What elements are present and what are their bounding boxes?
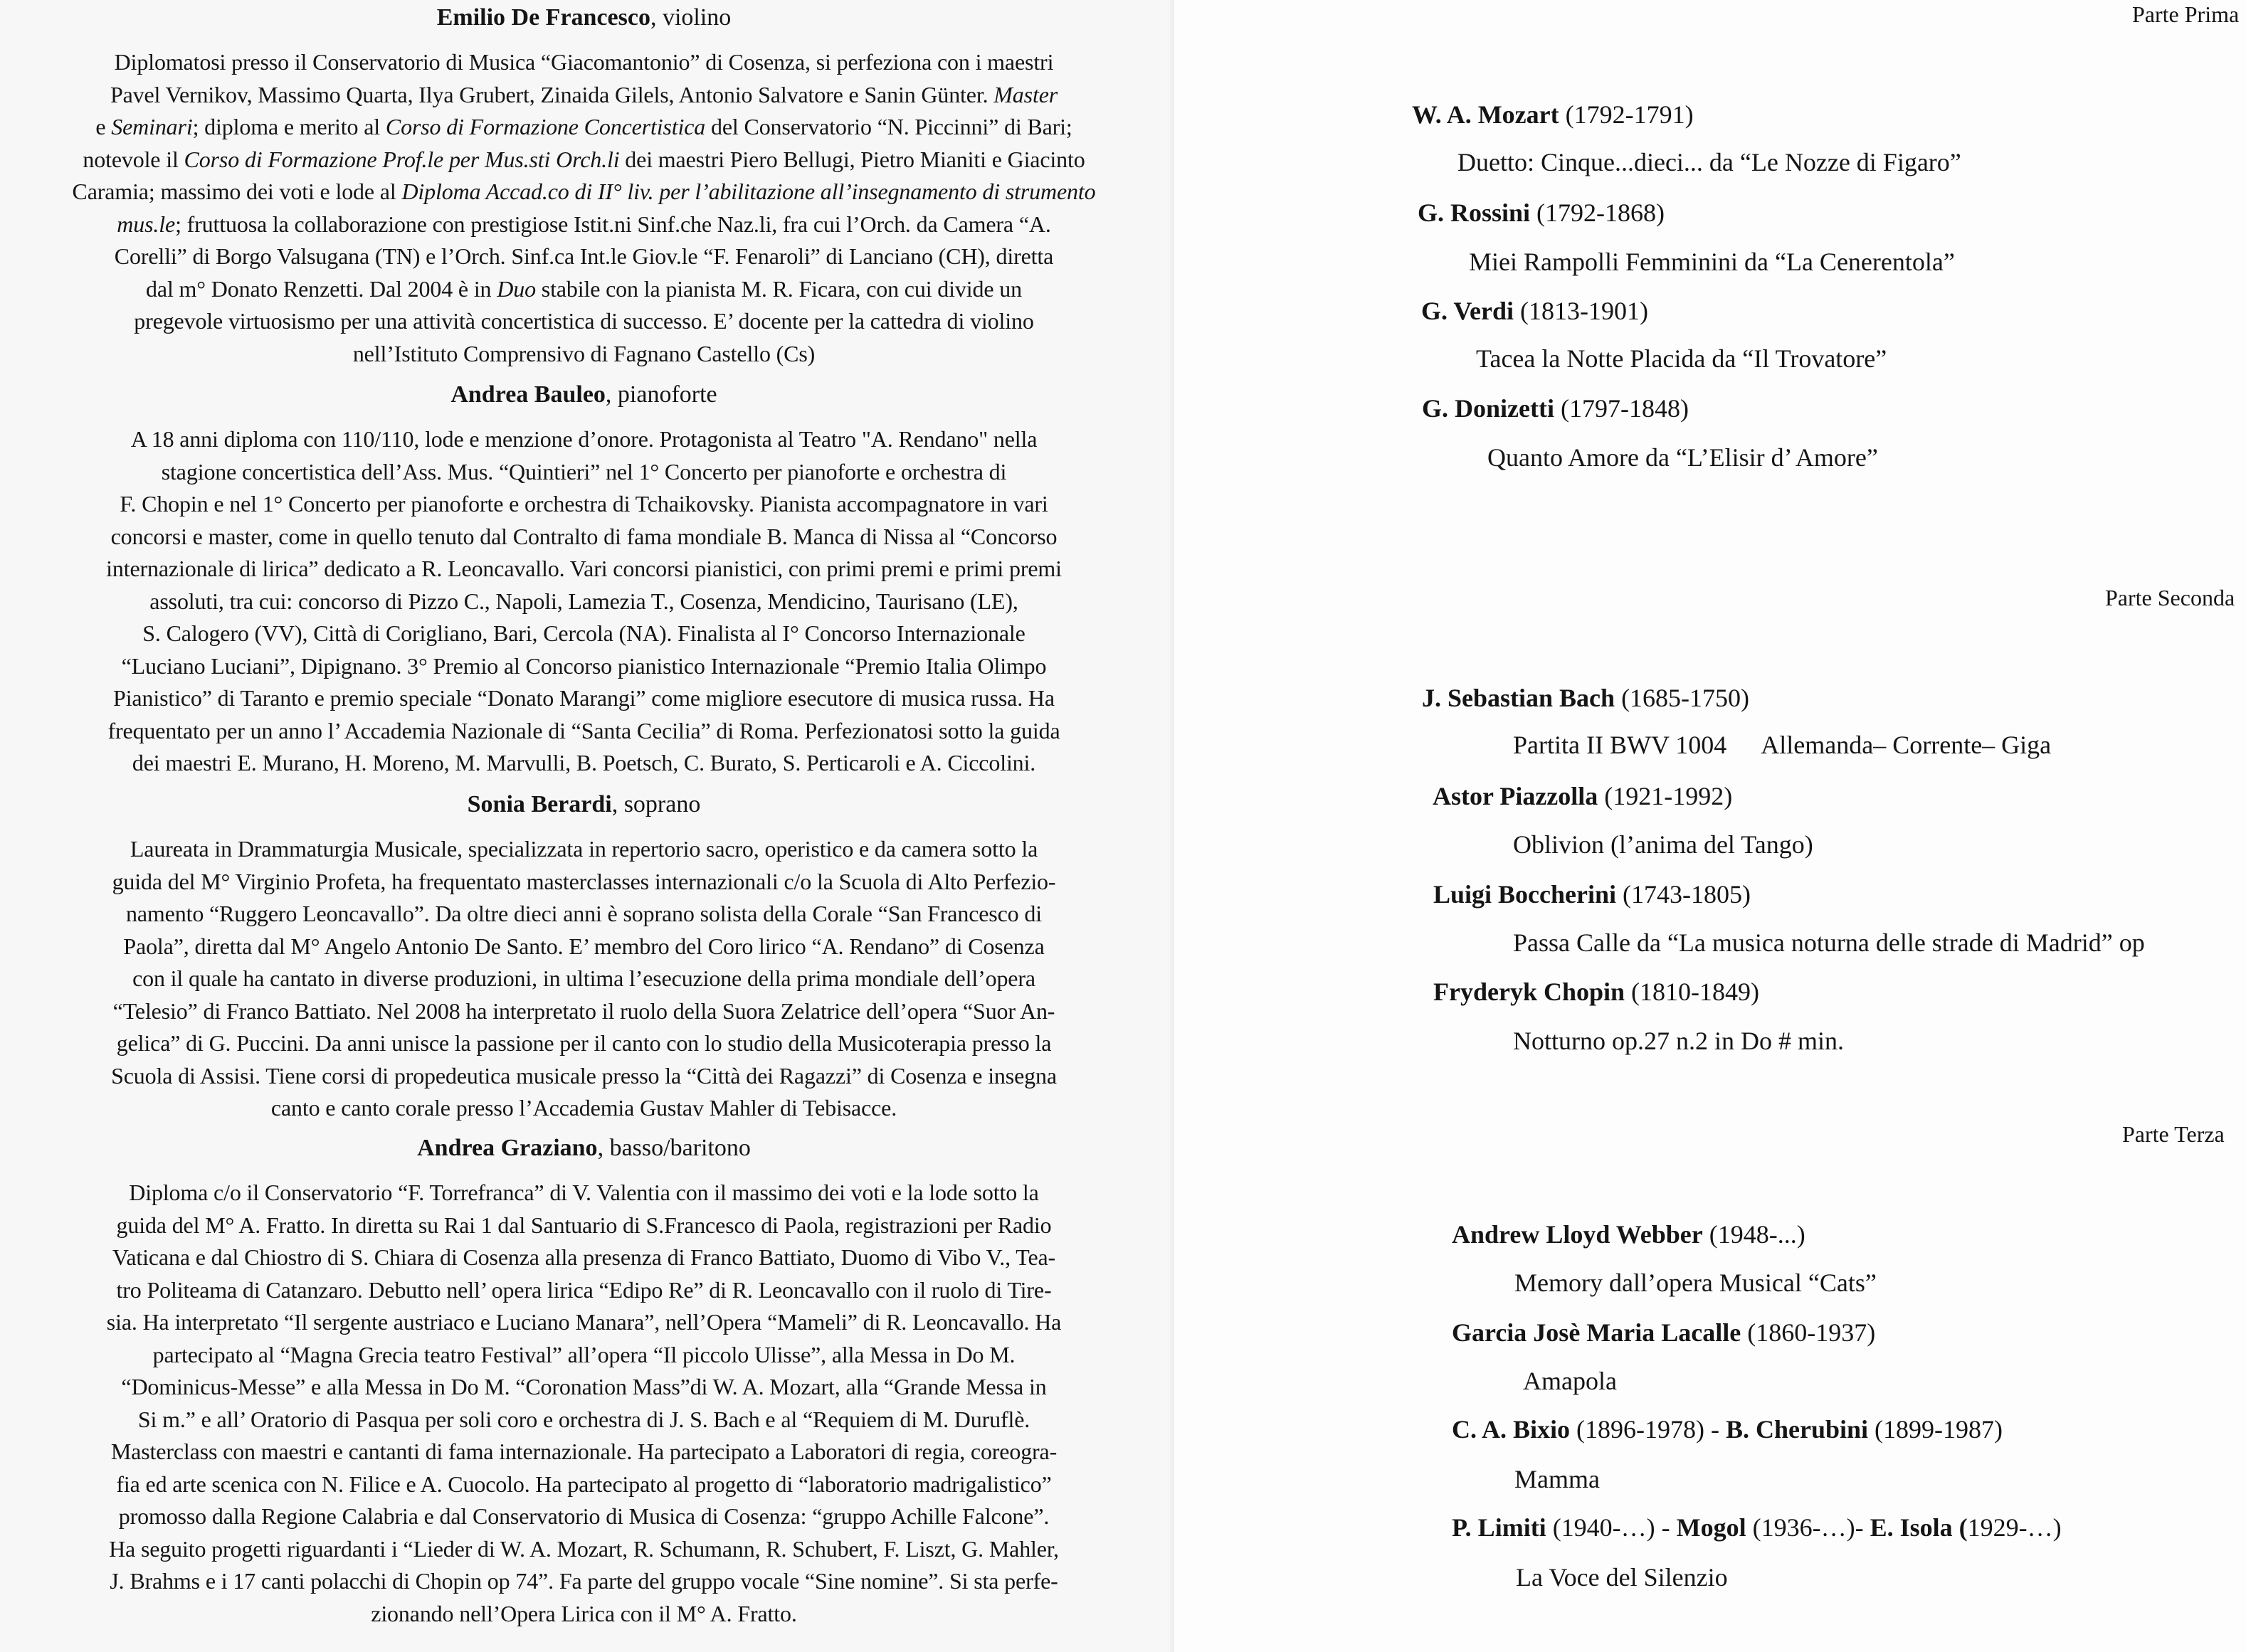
composer-name: W. A. Mozart — [1412, 100, 1559, 129]
bio-text-segment: Diplomatosi presso il Conservatorio di Musica “Giacomantonio” di Cosenza, si perfeziona con i maestri — [114, 49, 1054, 75]
piece-line: Mamma — [1514, 1465, 1600, 1493]
bio-italic-segment: Seminari — [111, 114, 193, 139]
piece-line: Tacea la Notte Placida da “Il Trovatore” — [1476, 344, 1887, 373]
bio-andrea-bauleo — [6, 379, 1162, 780]
composer-line — [1452, 1413, 2003, 1446]
piece-line: Passa Calle da “La musica noturna delle strade di Madrid” op — [1513, 928, 2145, 957]
composer-name: Luigi Boccherini — [1433, 880, 1617, 909]
bio-text-segment: Scuola di Assisi. Tiene corsi di propedeutica musicale presso la “Città dei Ragazzi” di Cosenza e insegna — [111, 1062, 1057, 1089]
bio-text-segment: A 18 anni diploma con 110/110, lode e menzione d’onore. Protagonista al Teatro "A. Rendano" nella — [130, 426, 1038, 452]
composer-dates: 1929-…) — [1967, 1513, 2062, 1542]
bio-text-segment: tro Politeama di Catanzaro. Debutto nell’ opera lirica “Edipo Re” di R. Leoncavallo con il ruolo di Tire- — [116, 1276, 1052, 1303]
composer-line — [1412, 98, 1694, 131]
bio-italic-segment: Duo — [497, 275, 536, 302]
piece-line: Notturno op.27 n.2 in Do # min. — [1513, 1027, 1844, 1055]
composer-dates: (1792-1791) — [1559, 100, 1694, 129]
piece-line: Duetto: Cinque...dieci... da “Le Nozze di Figaro” — [1457, 148, 1961, 176]
piece-movements: Allemanda– Corrente– Giga — [1761, 731, 2052, 759]
composer-dates: (1921-1992) — [1598, 782, 1733, 810]
bio-text-segment: gelica” di G. Puccini. Da anni unisce la passione per il canto con lo studio della Musicoterapia presso la — [116, 1030, 1052, 1056]
part-label-prima: Parte Prima — [2132, 1, 2240, 27]
bio-text-segment: dei maestri Piero Bellugi, Pietro Mianiti e Giacinto — [619, 146, 1085, 172]
bio-text-segment: Pianistico” di Taranto e premio speciale “Donato Marangi” come migliore esecutore di musica russa. Ha — [113, 685, 1055, 711]
composer-line — [1452, 1511, 2062, 1544]
bio-italic-segment: mus.le — [117, 211, 176, 237]
piece-line: La Voce del Silenzio — [1516, 1563, 1728, 1592]
bio-andrea-graziano — [6, 1133, 1162, 1630]
bio-sonia-berardi — [6, 789, 1162, 1125]
bio-text-segment: internazionale di lirica” dedicato a R. Leoncavallo. Vari concorsi pianistici, con primi premi e primi premi — [106, 556, 1062, 581]
bio-text-segment: Diploma c/o il Conservatorio “F. Torrefranca” di V. Valentia con il massimo dei voti e la lode sotto la — [129, 1180, 1039, 1205]
bio-text-segment: namento “Ruggero Leoncavallo”. Da oltre dieci anni è soprano solista della Corale “San Francesco di — [126, 901, 1042, 926]
bio-heading — [6, 2, 1162, 33]
piece-line: Amapola — [1523, 1367, 1617, 1395]
bio-text-segment: con il quale ha cantato in diverse produzioni, in ultima l’esecuzione della prima mondiale dell’opera — [132, 965, 1035, 991]
bio-role: , pianoforte — [605, 381, 717, 408]
piece-line: Miei Rampolli Femminini da “La Cenerentola” — [1469, 248, 1955, 276]
bio-text-segment: Paola”, diretta dal M° Angelo Antonio De Santo. E’ membro del Coro lirico “A. Rendano” di Cosenza — [123, 933, 1045, 959]
bio-text-segment: sia. Ha interpretato “Il sergente austriaco e Luciano Manara”, nell’Opera “Mameli” di R. Leoncavallo. Ha — [106, 1309, 1062, 1335]
bio-text-segment: ; diploma e merito al — [192, 114, 386, 139]
composer-dates: (1896-1978) - — [1570, 1415, 1726, 1444]
bio-text-segment: assoluti, tra cui: concorso di Pizzo C., Napoli, Lamezia T., Cosenza, Mendicino, Taurisano (LE), — [149, 588, 1018, 614]
composer-name: Mogol — [1676, 1513, 1746, 1542]
bio-text-segment: Laureata in Drammaturgia Musicale, specializzata in repertorio sacro, operistico e da camera sotto la — [130, 836, 1038, 862]
composer-name: E. Isola ( — [1870, 1513, 1968, 1542]
bio-text-segment: stabile con la pianista M. R. Ficara, con cui divide un — [535, 275, 1022, 302]
composer-line — [1422, 682, 1749, 714]
bio-heading — [6, 1133, 1162, 1164]
piece-line: Memory dall’opera Musical “Cats” — [1514, 1269, 1877, 1297]
composer-name: Andrew Lloyd Webber — [1452, 1220, 1703, 1249]
composer-line — [1421, 295, 1648, 327]
bio-text-segment: concorsi e master, come in quello tenuto dal Contralto di fama mondiale B. Manca di Nissa al “Concorso — [110, 523, 1058, 549]
composer-dates: (1948-...) — [1702, 1220, 1805, 1249]
bio-text-segment: J. Brahms e i 17 canti polacchi di Chopin op 74”. Fa parte del gruppo vocale “Sine nomine”. Si sta perfe- — [110, 1568, 1058, 1594]
composer-dates: (1899-1987) — [1868, 1415, 2003, 1444]
bio-text-segment: e — [95, 114, 112, 139]
part-label-seconda: Parte Seconda — [2105, 585, 2235, 610]
bio-text-segment: Masterclass con maestri e cantanti di fama internazionale. Ha partecipato a Laboratori di regia, coreogra- — [110, 1439, 1058, 1464]
bio-text-segment: guida del M° Virginio Profeta, ha frequentato masterclasses internazionali c/o la Scuola di Alto Perfezio- — [112, 868, 1056, 894]
composer-name: G. Rossini — [1418, 198, 1531, 227]
bio-text-segment: nell’Istituto Comprensivo di Fagnano Castello (Cs) — [352, 340, 816, 366]
composer-line — [1422, 392, 1689, 425]
composer-name: C. A. Bixio — [1452, 1415, 1571, 1444]
bio-text-segment: guida del M° A. Fratto. In diretta su Rai 1 dal Santuario di S.Francesco di Paola, registrazioni per Radio — [116, 1212, 1052, 1238]
bio-italic-segment: Corso di Formazione Prof.le per Mus.sti Orch.li — [184, 146, 620, 172]
bio-name: Emilio De Francesco — [436, 4, 650, 31]
piece-title: Partita II BWV 1004 — [1513, 731, 1727, 759]
composer-name: Astor Piazzolla — [1433, 782, 1598, 810]
composer-dates: (1860-1937) — [1741, 1318, 1876, 1347]
part-label-terza: Parte Terza — [2122, 1121, 2225, 1147]
composer-name: J. Sebastian Bach — [1422, 684, 1615, 712]
composer-dates: (1936-…)- — [1746, 1513, 1870, 1542]
bio-text-segment: dal m° Donato Renzetti. Dal 2004 è in — [146, 275, 497, 302]
piece-line: Quanto Amore da “L’Elisir d’ Amore” — [1487, 443, 1878, 472]
bio-text-segment: frequentato per un anno l’ Accademia Nazionale di “Santa Cecilia” di Roma. Perfezionatosi sotto la guida — [107, 717, 1060, 743]
composer-line — [1452, 1316, 1875, 1349]
composer-dates: (1810-1849) — [1625, 978, 1760, 1006]
bio-italic-segment: Corso di Formazione Concertistica — [385, 114, 706, 139]
bio-italic-segment: Master — [993, 81, 1058, 107]
composer-dates: (1743-1805) — [1616, 880, 1751, 909]
bio-name: Andrea Graziano — [417, 1135, 598, 1161]
bio-text — [6, 46, 1162, 370]
bio-text-segment: “Telesio” di Franco Battiato. Nel 2008 ha interpretato il ruolo della Suora Zelatrice dell’opera “Suor An- — [112, 997, 1055, 1024]
composer-line — [1418, 196, 1665, 229]
bio-text-segment: stagione concertistica dell’Ass. Mus. “Quintieri” nel 1° Concerto per pianoforte e orchestra di — [161, 458, 1007, 485]
bio-role: , soprano — [611, 791, 701, 817]
bio-name: Sonia Berardi — [467, 791, 612, 817]
bio-role: , violino — [650, 4, 732, 31]
bio-text-segment: del Conservatorio “N. Piccinni” di Bari; — [705, 114, 1072, 139]
bio-text-segment: dei maestri E. Murano, H. Moreno, M. Marvulli, B. Poetsch, C. Burato, S. Perticaroli e A. Ciccolini. — [132, 750, 1036, 775]
bio-text — [6, 1177, 1162, 1630]
piece-line — [1513, 729, 2051, 761]
bio-text-segment: promosso dalla Regione Calabria e dal Conservatorio di Musica di Cosenza: “gruppo Achille Falcone”. — [118, 1503, 1050, 1529]
bio-emilio-de-francesco — [6, 2, 1162, 370]
bio-text — [6, 423, 1162, 780]
bio-text — [6, 833, 1162, 1125]
composer-name: Garcia Josè Maria Lacalle — [1452, 1318, 1741, 1347]
bio-role: , basso/baritono — [597, 1135, 751, 1161]
composer-line — [1433, 878, 1751, 911]
composer-dates: (1940-…) - — [1546, 1513, 1677, 1542]
composer-name: B. Cherubini — [1725, 1415, 1869, 1444]
bio-text-segment: Pavel Vernikov, Massimo Quarta, Ilya Grubert, Zinaida Gilels, Antonio Salvatore e Sanin Günter. — [110, 81, 994, 107]
composer-line — [1452, 1218, 1805, 1251]
bio-text-segment: “Luciano Luciani”, Dipignano. 3° Premio al Concorso pianistico Internazionale “Premio Italia Olimpo — [121, 652, 1047, 679]
composer-name: G. Verdi — [1421, 297, 1514, 325]
bio-text-segment: “Dominicus-Messe” e alla Messa in Do M. “Coronation Mass”di W. A. Mozart, alla “Grande Messa in — [121, 1374, 1047, 1399]
bio-heading — [6, 379, 1162, 411]
bio-text-segment: Si m.” e all’ Oratorio di Pasqua per soli coro e orchestra di J. S. Bach e al “Requiem di M. Duruflè. — [137, 1406, 1030, 1432]
program-page — [1174, 0, 2246, 1652]
bio-text-segment: zionando nell’Opera Lirica con il M° A. Fratto. — [371, 1600, 797, 1626]
composer-dates: (1685-1750) — [1615, 684, 1750, 712]
bio-text-segment: pregevole virtuosismo per una attività concertistica di successo. E’ docente per la cattedra di violino — [134, 308, 1034, 334]
bio-text-segment: Vaticana e dal Chiostro di S. Chiara di Cosenza alla presenza di Franco Battiato, Duomo di Vibo V., Tea- — [112, 1244, 1056, 1270]
bio-text-segment: Caramia; massimo dei voti e lode al — [72, 179, 402, 204]
composer-dates: (1792-1868) — [1530, 198, 1665, 227]
piece-line: Oblivion (l’anima del Tango) — [1513, 830, 1813, 859]
bio-text-segment: fia ed arte scenica con N. Filice e A. Cuocolo. Ha partecipato al progetto di “laboratorio madrigalistico” — [116, 1471, 1052, 1497]
composer-name: G. Donizetti — [1422, 394, 1554, 423]
composer-line — [1433, 780, 1732, 812]
bio-italic-segment: Diploma Accad.co di II° liv. per l’abilitazione all’insegnamento di strumento — [401, 179, 1096, 204]
bio-text-segment: Ha seguito progetti riguardanti i “Lieder di W. A. Mozart, R. Schumann, R. Schubert, F. Liszt, G. Mahler, — [109, 1535, 1059, 1562]
bio-text-segment: partecipato al “Magna Grecia teatro Festival” all’opera “Il piccolo Ulisse”, alla Messa in Do M. — [152, 1341, 1016, 1367]
composer-dates: (1797-1848) — [1554, 394, 1689, 423]
bio-text-segment: Corelli” di Borgo Valsugana (TN) e l’Orch. Sinf.ca Int.le Giov.le “F. Fenaroli” di Lanciano (CH), diretta — [114, 243, 1054, 269]
bio-text-segment: canto e canto corale presso l’Accademia Gustav Mahler di Tebisacce. — [270, 1095, 897, 1121]
composer-name: Fryderyk Chopin — [1433, 978, 1625, 1006]
bio-heading — [6, 789, 1162, 820]
bio-text-segment: notevole il — [83, 146, 184, 172]
bio-name: Andrea Bauleo — [450, 381, 606, 408]
bio-text-segment: ; fruttuosa la collaborazione con prestigiose Istit.ni Sinf.che Naz.li, fra cui l’Orch. da Camera “A. — [175, 211, 1051, 237]
composer-dates: (1813-1901) — [1514, 297, 1648, 325]
composer-line — [1433, 975, 1759, 1008]
bio-text-segment: F. Chopin e nel 1° Concerto per pianoforte e orchestra di Tchaikovsky. Pianista accompagnatore in vari — [120, 491, 1048, 517]
composer-name: P. Limiti — [1452, 1513, 1546, 1542]
bio-text-segment: S. Calogero (VV), Città di Corigliano, Bari, Cercola (NA). Finalista al I° Concorso Internazionale — [142, 620, 1026, 646]
